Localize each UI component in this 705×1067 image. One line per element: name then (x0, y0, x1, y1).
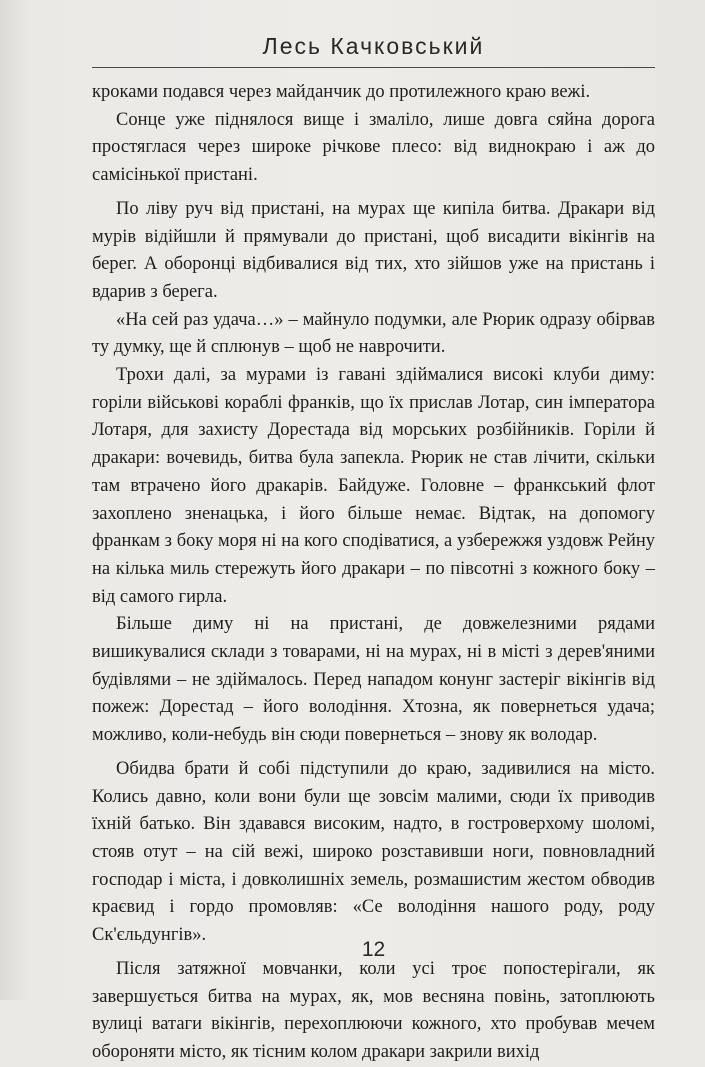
header-rule (92, 67, 655, 68)
paragraph-2: Сонце уже піднялося вище і змаліло, лише довга сяйна дорога простяглася через широке річкове плесо: від виднокраю і аж до самісінької пристані. (92, 109, 655, 186)
paragraph-3: По ліву руч від пристані, на мурах ще кипіла битва. Дракари від мурів відійшли й прямували до пристані, щоб висадити вікінгів на берег. А оборонці відбивалися від тих, хто зійшов уже на пристань і вдарив з берега. (92, 198, 655, 302)
paragraph-7: Обидва брати й собі підступили до краю, задивилися на місто. Колись давно, коли вони були ще зовсім малими, сюди їх приводив їхній батько. Він здавався високим, надто, в гостроверхому шоломі, стояв отут – на сій вежі, широко розставивши ноги, повновладний господар і міста, і довколишніх земель, розмашистим жестом обводив краєвид і гордо промовляв: «Се володіння нашого роду, роду Ск'єльдунгів». (92, 758, 655, 946)
paragraph-4: «На сей раз удача…» – майнуло подумки, але Рюрик одразу обірвав ту думку, ще й сплюнув – щоб не наврочити. (92, 309, 655, 358)
page-number: 12 (361, 938, 386, 961)
paragraph-8: Після затяжної мовчанки, коли усі троє попостерігали, як завершується битва на мурах, як, мов весняна повінь, затоплюють вулиці ватаги вікінгів, перехоплюючи кожного, хто пробував мечем обороняти місто, як тісним колом дракари закрили вихід (92, 958, 655, 1062)
paragraph-6: Більше диму ні на пристані, де довжелезними рядами вишикувалися склади з товарами, ні на мурах, ні в місті з дерев'яними будівлями – не здіймалось. Перед нападом конунг застеріг вікінгів від пожеж: Дорестад – його володіння. Хтозна, як повернеться удача; можливо, коли-небудь він сюди повернеться – знову як володар. (92, 614, 655, 746)
running-head: Лесь Качковський (262, 33, 485, 59)
paragraph-5: Трохи далі, за мурами із гавані здіймалися високі клуби диму: горіли військові кораблі франків, що їх прислав Лотар, син імператора Лотаря, для захисту Дорестада від морських розбійників. Горіли й дракари: вочевидь, битва була запекла. Рюрик не став лічити, скільки там втрачено його дракарів. Байдуже. Головне – франкський флот захоплено зненацька, і його більше немає. Відтак, на допомогу франкам з боку моря ні на кого сподіватися, а узбережжя уздовж Рейну на кілька миль стережуть його дракари – по півсотні з кожного боку – від самого гирла. (92, 365, 655, 607)
body-text (92, 79, 655, 1067)
paragraph-1: кроками подався через майданчик до протилежного краю вежі. (92, 82, 591, 102)
